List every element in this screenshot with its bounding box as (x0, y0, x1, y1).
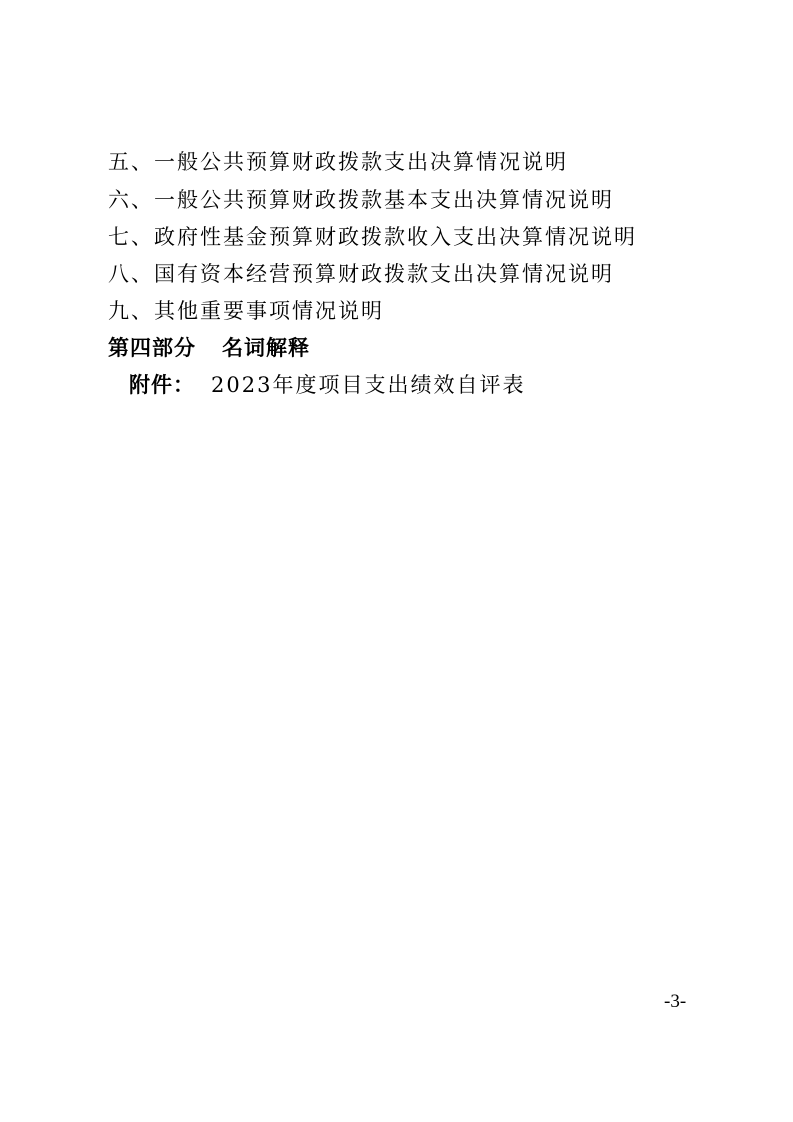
part-heading (108, 333, 310, 363)
attachment-label: 附件： (129, 372, 195, 397)
attachment-title: 2023年度项目支出绩效自评表 (211, 373, 526, 397)
toc-item: 九、其他重要事项情况说明 (108, 299, 384, 323)
toc-item: 五、一般公共预算财政拨款支出决算情况说明 (108, 150, 568, 174)
attachment-line (129, 370, 525, 400)
toc-item: 六、一般公共预算财政拨款基本支出决算情况说明 (108, 188, 614, 212)
part-title: 名词解释 (222, 335, 310, 360)
page-number: -3- (664, 991, 687, 1012)
toc-item: 八、国有资本经营预算财政拨款支出决算情况说明 (108, 262, 614, 286)
part-number: 第四部分 (108, 335, 196, 360)
table-of-contents (0, 0, 793, 420)
toc-item: 七、政府性基金预算财政拨款收入支出决算情况说明 (108, 225, 637, 249)
